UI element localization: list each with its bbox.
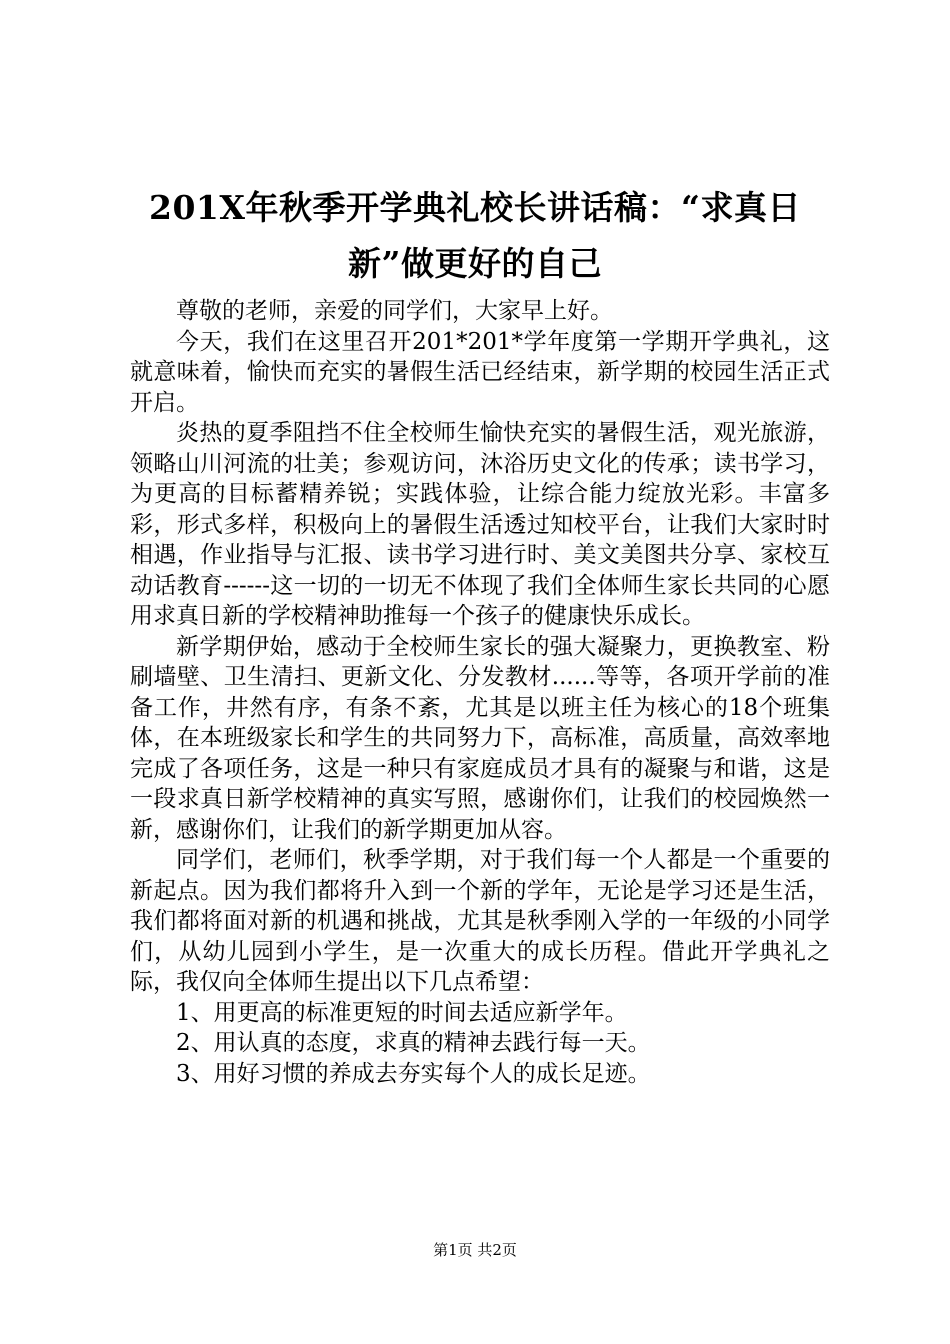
- document-title: [120, 180, 830, 292]
- list-item-2: 2、用认真的态度，求真的精神去践行每一天。: [176, 1030, 651, 1056]
- paragraph-summer: 炎热的夏季阻挡不住全校师生愉快充实的暑假生活，观光旅游，领略山川河流的壮美；参观访问，沐浴历史文化的传承；读书学习，为更高的目标蓄精养锐；实践体验，让综合能力绽放光彩。丰富多彩，形式多样，积极向上的暑假生活透过知校平台，让我们大家时时相遇，作业指导与汇报、读书学习进行时、美文美图共分享、家校互动话教育------这一切的一切无不体现了我们全体师生家长共同的心愿用求真日新的学校精神助推每一个孩子的健康快乐成长。: [130, 420, 830, 629]
- page-footer: 第1页 共2页: [433, 1241, 517, 1259]
- list-item-3: 3、用好习惯的养成去夯实每个人的成长足迹。: [176, 1060, 651, 1087]
- paragraph-greeting: 尊敬的老师，亲爱的同学们，大家早上好。: [176, 298, 613, 324]
- title-line-2: 新”做更好的自己: [348, 244, 602, 283]
- paragraph-new-term: 新学期伊始，感动于全校师生家长的强大凝聚力，更换教室、粉刷墙壁、卫生清扫、更新文化、分发教材......等等，各项开学前的准备工作，井然有序，有条不紊，尤其是以班主任为核心的18个班集体，在本班级家长和学生的共同努力下，高标准，高质量，高效率地完成了各项任务，这是一种只有家庭成员才具有的凝聚与和谐，这是一段求真日新学校精神的真实写照，感谢你们，让我们的校园焕然一新，感谢你们，让我们的新学期更加从容。: [130, 633, 830, 843]
- document-body: [130, 296, 830, 1089]
- list-item-1: 1、用更高的标准更短的时间去适应新学年。: [176, 999, 628, 1026]
- paragraph-opening: 今天，我们在这里召开201*201*学年度第一学期开学典礼，这就意味着，愉快而充实的暑假生活已经结束，新学期的校园生活正式开启。: [130, 328, 830, 416]
- title-line-1: 201X年秋季开学典礼校长讲话稿：“求真日: [149, 188, 801, 227]
- paragraph-students: 同学们，老师们，秋季学期，对于我们每一个人都是一个重要的新起点。因为我们都将升入到一个新的学年，无论是学习还是生活，我们都将面对新的机遇和挑战，尤其是秋季刚入学的一年级的小同学们，从幼儿园到小学生，是一次重大的成长历程。借此开学典礼之际，我仅向全体师生提出以下几点希望：: [130, 847, 830, 995]
